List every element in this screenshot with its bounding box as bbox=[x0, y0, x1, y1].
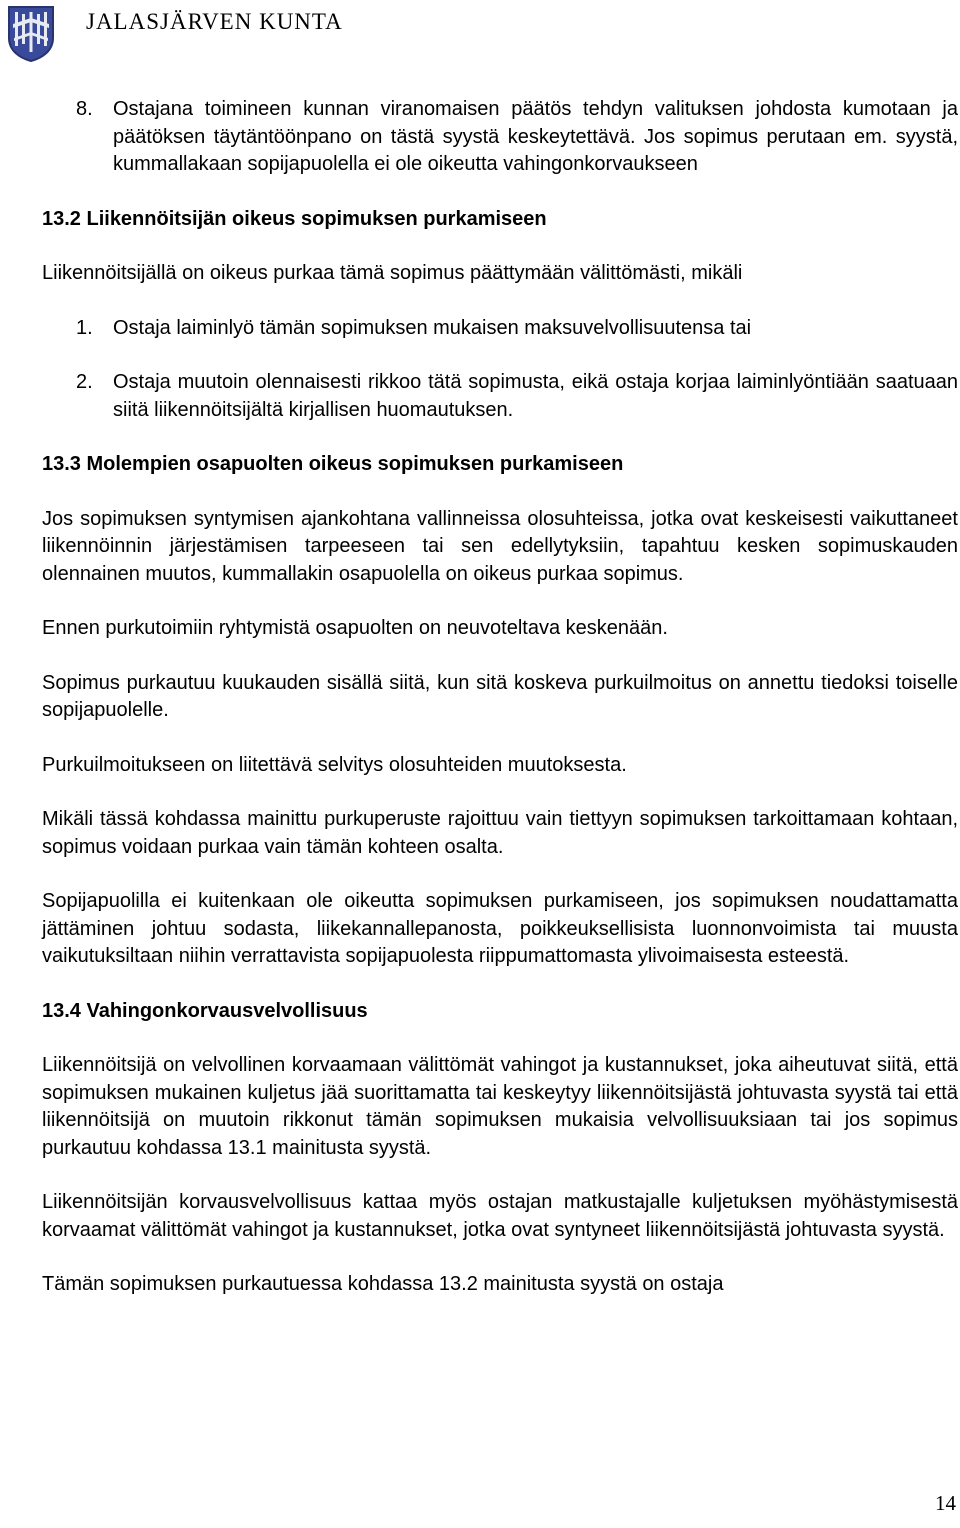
list-item-number: 1. bbox=[76, 316, 93, 339]
page-number: 14 bbox=[935, 1491, 956, 1515]
list-item bbox=[76, 96, 958, 179]
list-item-number: 2. bbox=[76, 371, 93, 393]
paragraph: Sopimus purkautuu kuukauden sisällä siitä, kun sitä koskeva purkuilmoitus on annettu tiedoksi toiselle sopijapuolelle. bbox=[42, 671, 958, 721]
list-item-text: Ostajana toimineen kunnan viranomaisen päätös tehdyn valituksen johdosta kumotaan ja päätöksen täytäntöönpano on tästä syystä keskeytettävä. Jos sopimus perutaan em. syystä, kummallakaan sopijapuolella ei ole oikeutta vahingonkorvaukseen bbox=[113, 98, 958, 175]
document-body bbox=[42, 96, 958, 1299]
list-item-text: Ostaja laiminlyö tämän sopimuksen mukaisen maksuvelvollisuutensa tai bbox=[113, 316, 752, 339]
list-item-text: Ostaja muutoin olennaisesti rikkoo tätä sopimusta, eikä ostaja korjaa laiminlyöntiään saatuaan siitä liikennöitsijältä kirjallisen huomautuksen. bbox=[113, 371, 958, 421]
list-item bbox=[76, 315, 958, 343]
organization-name: JALASJÄRVEN KUNTA bbox=[86, 9, 343, 34]
paragraph: Tämän sopimuksen purkautuessa kohdassa 13.2 mainitusta syystä on ostaja bbox=[42, 1273, 724, 1295]
paragraph: Purkuilmoitukseen on liitettävä selvitys olosuhteiden muutoksesta. bbox=[42, 753, 627, 776]
list-item bbox=[76, 369, 958, 424]
section-heading-13-3: 13.3 Molempien osapuolten oikeus sopimuksen purkamiseen bbox=[42, 453, 624, 475]
section-heading-13-4: 13.4 Vahingonkorvausvelvollisuus bbox=[42, 999, 368, 1022]
paragraph: Ennen purkutoimiin ryhtymistä osapuolten on neuvoteltava keskenään. bbox=[42, 617, 668, 639]
paragraph: Sopijapuolilla ei kuitenkaan ole oikeutta sopimuksen purkamiseen, jos sopimuksen noudattamatta jättäminen johtuu sodasta, liikekannallepanosta, poikkeuksellisista luonnonvoimista tai muusta vaikutuksiltaan niihin verrattavista sopijapuolesta riippumattomasta ylivoimaisesta esteestä. bbox=[42, 890, 958, 967]
section-heading-13-2: 13.2 Liikennöitsijän oikeus sopimuksen purkamiseen bbox=[42, 207, 547, 230]
section-13-2-intro: Liikennöitsijällä on oikeus purkaa tämä sopimus päättymään välittömästi, mikäli bbox=[42, 262, 743, 284]
paragraph: Mikäli tässä kohdassa mainittu purkuperuste rajoittuu vain tiettyyn sopimuksen tarkoittamaan kohtaan, sopimus voidaan purkaa vain tämän kohteen osalta. bbox=[42, 808, 958, 858]
municipal-coat-of-arms-icon bbox=[6, 4, 56, 62]
paragraph: Liikennöitsijän korvausvelvollisuus kattaa myös ostajan matkustajalle kuljetuksen myöhästymisestä korvaamat välittömät vahingot ja kustannukset, jotka ovat syntyneet liikennöitsijästä johtuvasta syystä. bbox=[42, 1191, 958, 1241]
paragraph: Jos sopimuksen syntymisen ajankohtana vallinneissa olosuhteissa, jotka ovat keskeisesti vaikuttaneet liikennöinnin järjestämisen tarpeeseen tai sen edellytyksiin, tapahtuu kesken sopimuskauden olennainen muutos, kummallakin osapuolella on oikeus purkaa sopimus. bbox=[42, 507, 958, 585]
list-item-number: 8. bbox=[76, 98, 93, 120]
paragraph: Liikennöitsijä on velvollinen korvaamaan välittömät vahingot ja kustannukset, joka aiheutuvat siitä, että sopimuksen mukainen kuljetus jää suorittamatta tai keskeytyy liikennöitsijästä johtuvasta syystä tai että liikennöitsijä on muutoin rikkonut tämän sopimuksen mukaisia velvollisuuksiaan tai jos sopimus purkautuu kohdassa 13.1 mainitusta syystä. bbox=[42, 1054, 958, 1159]
